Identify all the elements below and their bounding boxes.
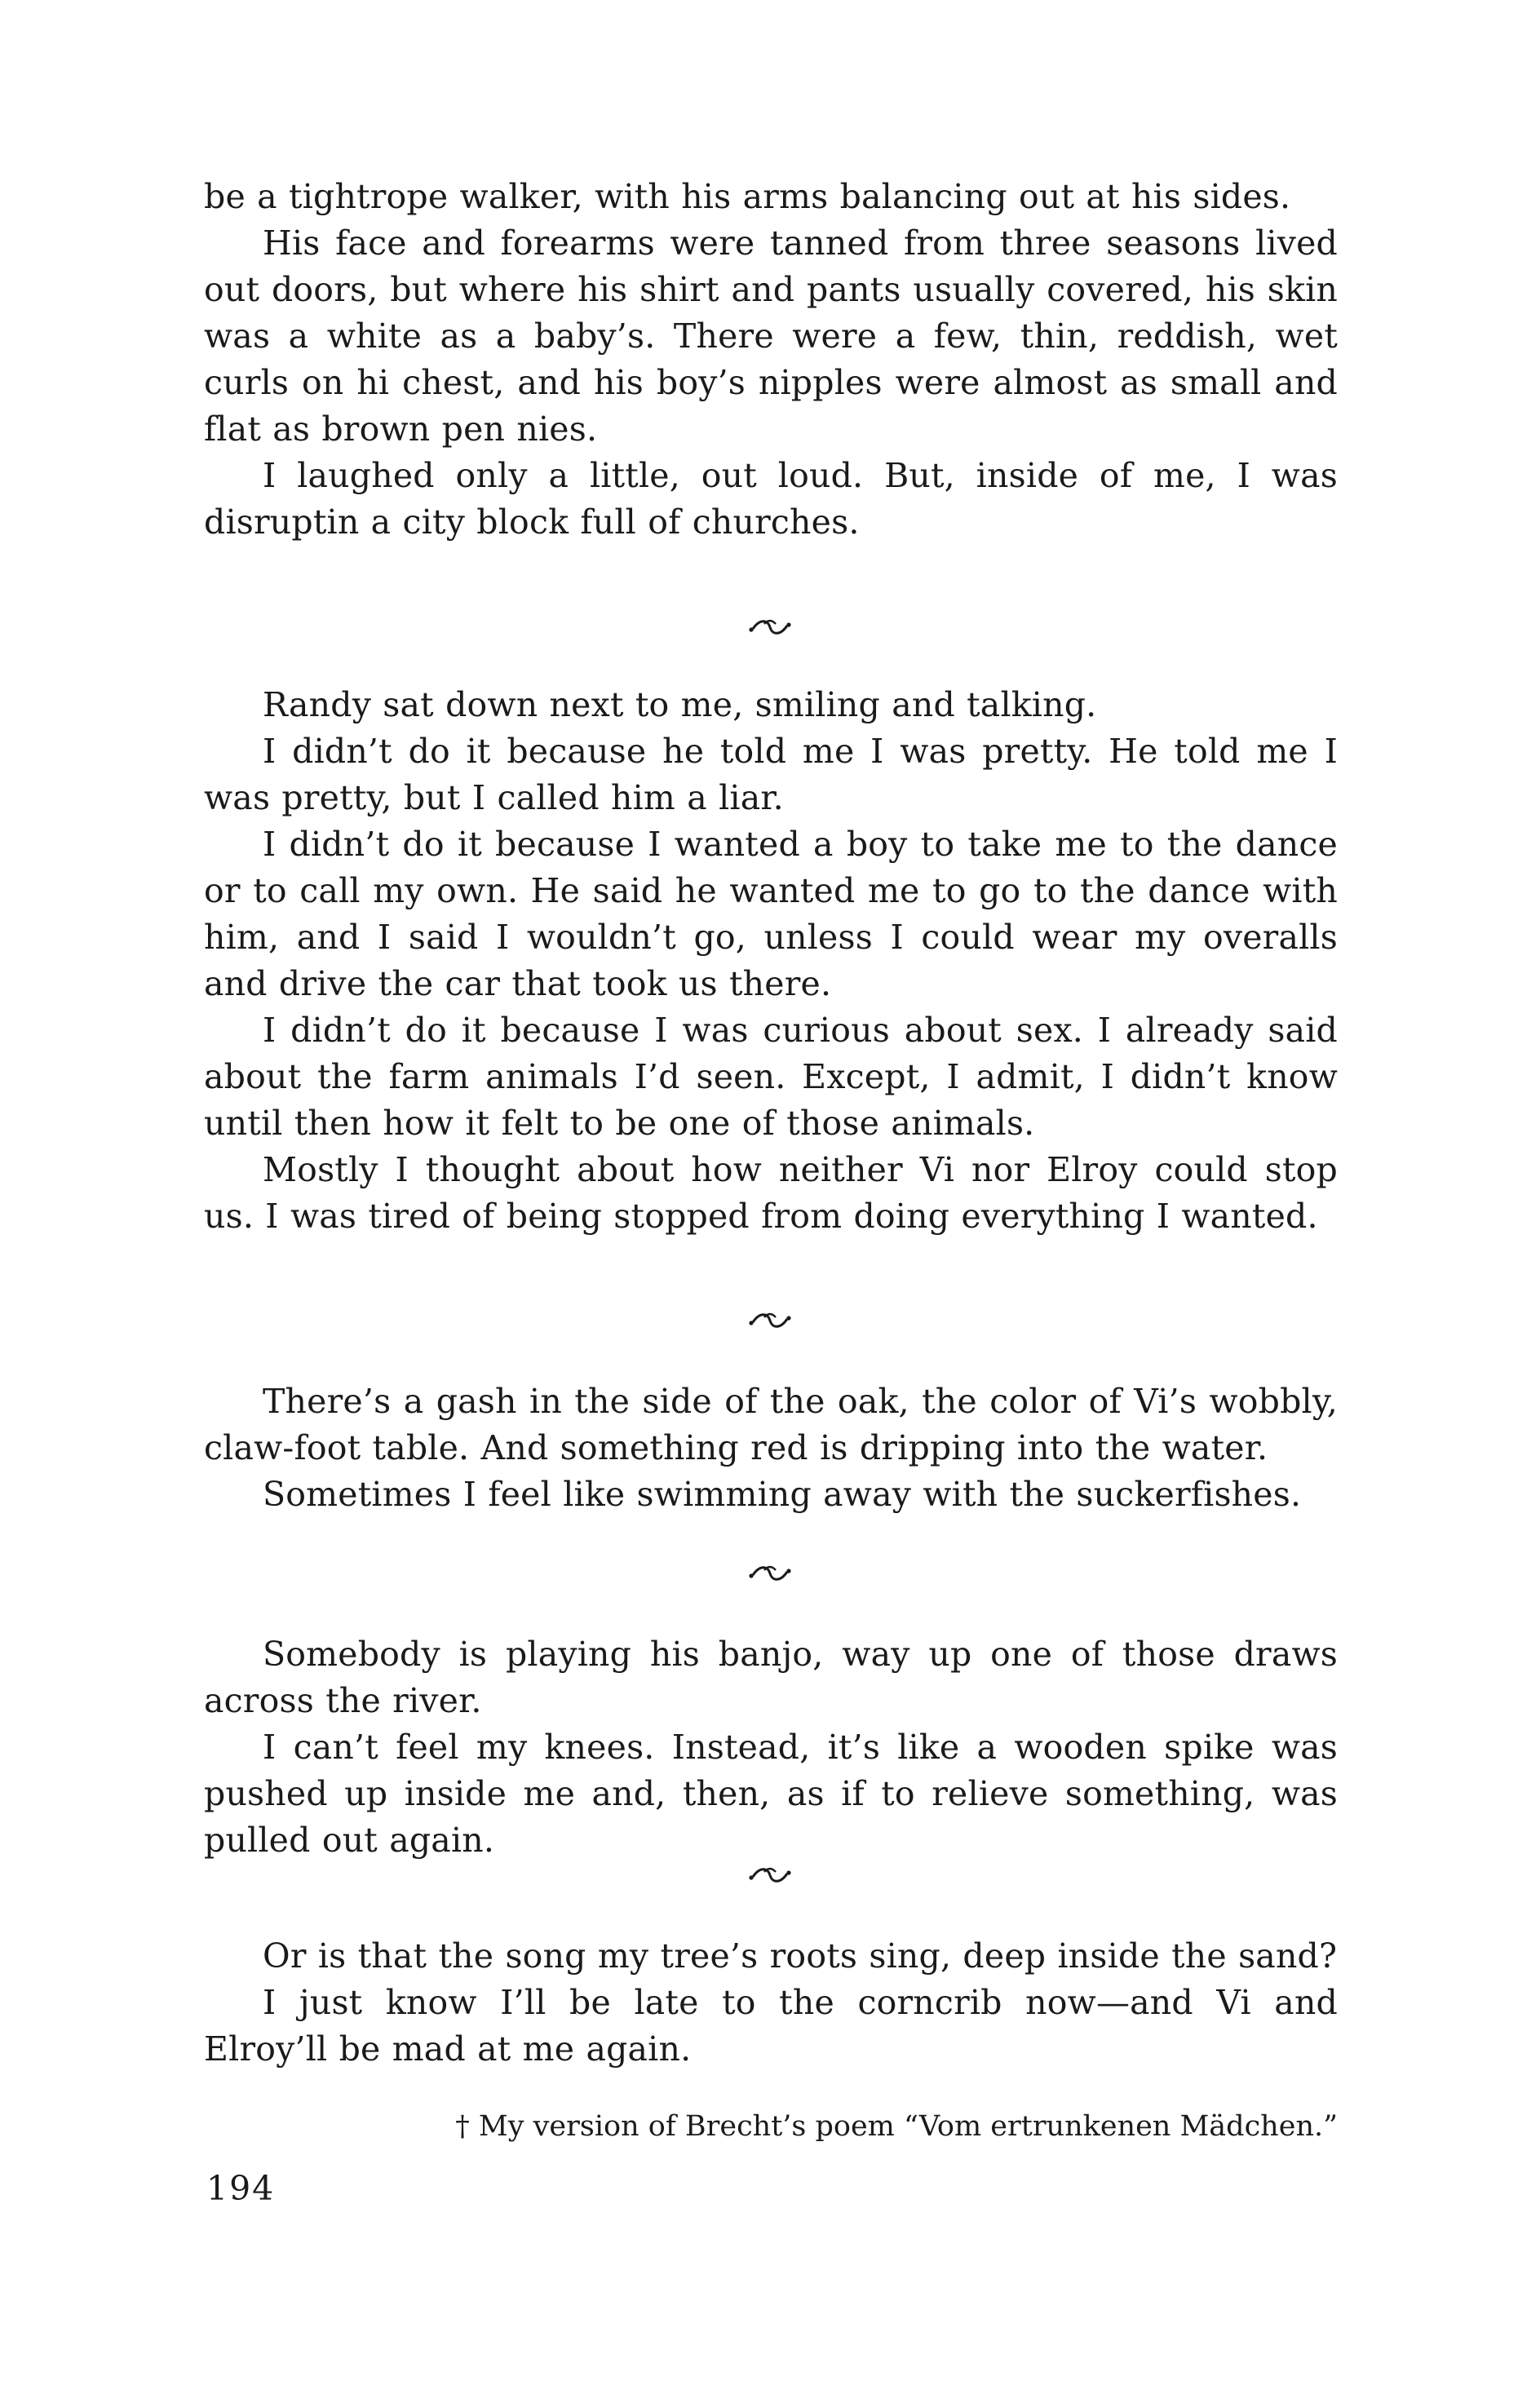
section-break-ornament: [0, 616, 1540, 648]
paragraph: be a tightrope walker, with his arms balancing out at his sides.: [204, 177, 1291, 216]
paragraph: There’s a gash in the side of the oak, the color of Vi’s wobbly, claw-foot table. And something red is dripping into the water.: [204, 1382, 1338, 1467]
section-break-ornament: [0, 1562, 1540, 1595]
section-3: [204, 1378, 1338, 1518]
paragraph: Or is that the song my tree’s roots sing, deep inside the sand?: [263, 1936, 1338, 1976]
paragraph: Mostly I thought about how neither Vi nor Elroy could stop us. I was tired of being stopped from doing everything I wanted.: [204, 1150, 1338, 1236]
paragraph: Randy sat down next to me, smiling and talking.: [263, 685, 1097, 724]
paragraph: I can’t feel my knees. Instead, it’s like a wooden spike was pushed up inside me and, then, as if to relieve something, was pulled out again.: [204, 1728, 1338, 1860]
paragraph: Somebody is playing his banjo, way up one of those draws across the river.: [204, 1635, 1338, 1720]
section-4: [204, 1631, 1338, 1864]
paragraph: I didn’t do it because I was curious about sex. I already said about the farm animals I’d seen. Except, I admit, I didn’t know until then how it felt to be one of those animals.: [204, 1011, 1338, 1143]
fleuron-icon: [748, 1864, 792, 1888]
fleuron-icon: [748, 1309, 792, 1334]
section-1: [204, 174, 1338, 546]
paragraph: I just know I’ll be late to the corncrib now—and Vi and Elroy’ll be mad at me again.: [204, 1983, 1338, 2069]
paragraph: I didn’t do it because he told me I was pretty. He told me I was pretty, but I called him a liar.: [204, 732, 1338, 817]
page-number: 194: [206, 2169, 276, 2208]
paragraph: His face and forearms were tanned from three seasons lived out doors, but where his shirt and pants usually covered, his skin was a white as a baby’s. There were a few, thin, reddish, wet curls on hi chest, and his boy’s nipples were almost as small and flat as brown pen nies.: [204, 223, 1338, 449]
paragraph: I didn’t do it because I wanted a boy to take me to the dance or to call my own. He said he wanted me to go to the dance with him, and I said I wouldn’t go, unless I could wear my overalls and drive the car that took us there.: [204, 825, 1338, 1003]
footnote: † My version of Brecht’s poem “Vom ertrunkenen Mädchen.”: [455, 2110, 1338, 2143]
fleuron-icon: [748, 1562, 792, 1586]
section-break-ornament: [0, 1309, 1540, 1342]
paragraph: I laughed only a little, out loud. But, inside of me, I was disruptin a city block full of churches.: [204, 456, 1338, 542]
paragraph: Sometimes I feel like swimming away with the suckerfishes.: [263, 1475, 1302, 1514]
section-2: [204, 682, 1338, 1240]
section-break-ornament: [0, 1864, 1540, 1896]
section-5: [204, 1933, 1338, 2073]
fleuron-icon: [748, 616, 792, 640]
